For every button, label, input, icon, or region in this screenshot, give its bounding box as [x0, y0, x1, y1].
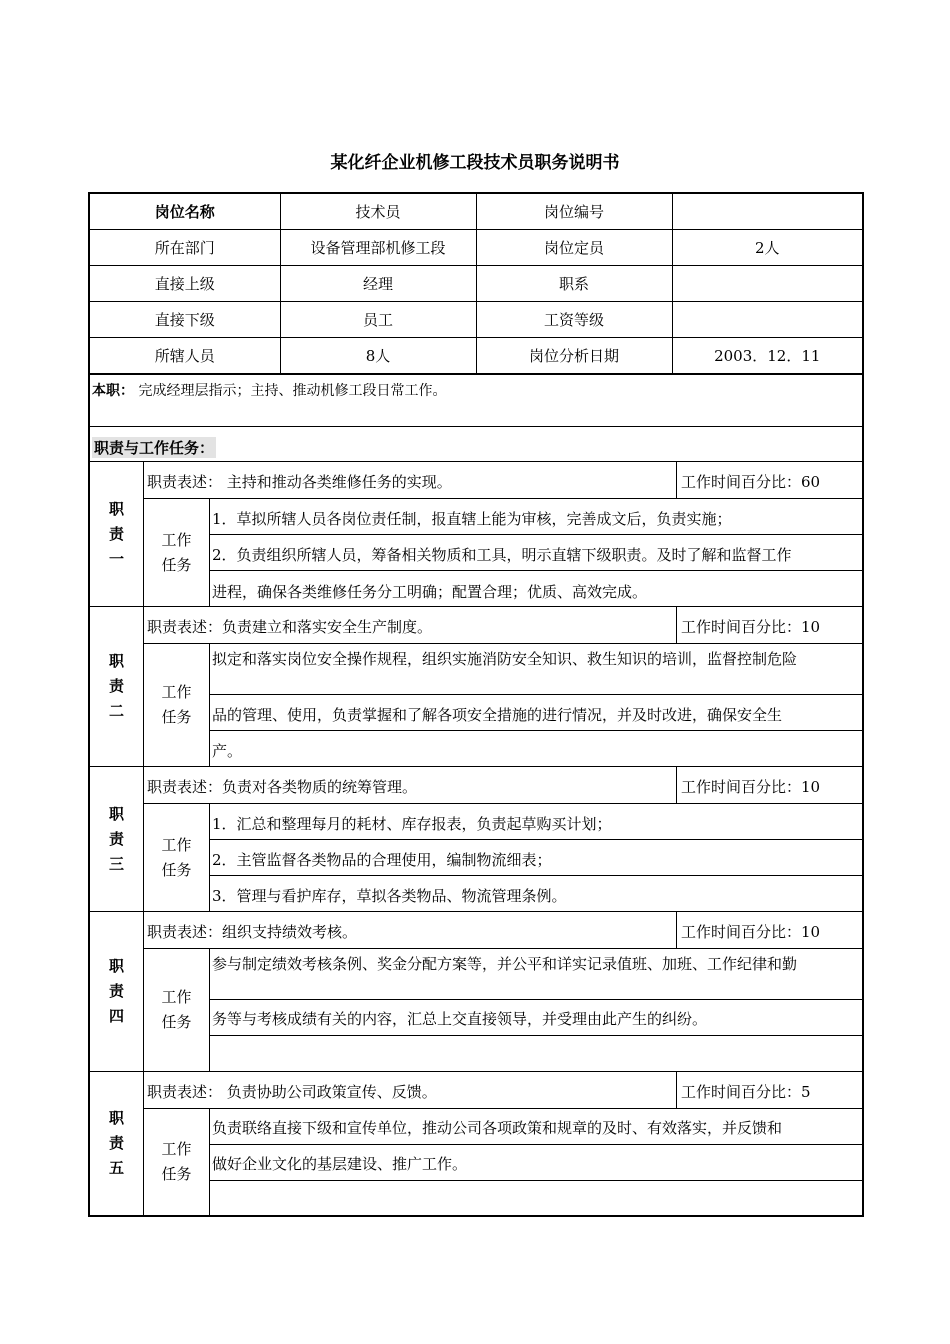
value-salary-grade: [672, 302, 863, 338]
time-percentage: 工作时间百分比：10: [681, 778, 821, 796]
duty-description: 职责表述： 主持和推动各类维修任务的实现。: [147, 473, 452, 491]
task-label-line: 工作: [161, 530, 192, 549]
duty-char: 职: [108, 499, 124, 518]
task-label-line: 任务: [161, 1165, 192, 1183]
duty-description: 职责表述：组织支持绩效考核。: [147, 923, 358, 941]
main-duty-label: 本职：: [92, 383, 134, 399]
label-direct-subordinate: 直接下级: [89, 302, 280, 338]
task-text: 拟定和落实岗位安全操作规程，组织实施消防安全知识、救生知识的培训，监督控制危险: [212, 650, 798, 668]
task-row: [210, 804, 862, 840]
task-label-line: 任务: [161, 708, 192, 726]
time-percentage: 工作时间百分比：10: [681, 618, 821, 636]
value-job-family: [672, 266, 863, 302]
table-row: [89, 302, 863, 338]
task-label: [144, 644, 210, 766]
task-label: [144, 804, 210, 911]
duty-char: 责: [108, 677, 124, 695]
duty-block-3: [88, 766, 864, 911]
duty-block-2: [88, 606, 864, 766]
task-row: [210, 1109, 862, 1145]
task-text: 做好企业文化的基层建设、推广工作。: [212, 1155, 468, 1173]
task-row: [210, 731, 862, 766]
duty-description-row: [144, 462, 862, 499]
duty-char: 责: [108, 829, 124, 848]
label-staff-count: 所辖人员: [89, 338, 280, 375]
task-row: [210, 535, 862, 571]
duty-block-4: [88, 911, 864, 1071]
task-text: 1．草拟所辖人员各岗位责任制，报直辖上能为审核，完善成文后，负责实施；: [212, 510, 732, 528]
page-title: 某化纤企业机修工段技术员职务说明书: [330, 153, 620, 173]
value-department: 设备管理部机修工段: [280, 230, 476, 266]
task-label-line: 工作: [161, 988, 192, 1006]
task-label-line: 任务: [161, 555, 192, 574]
duty-description: 职责表述： 负责协助公司政策宣传、反馈。: [147, 1083, 437, 1101]
value-analysis-date: 2003．12．11: [672, 338, 863, 375]
label-position-code: 岗位编号: [476, 193, 672, 230]
task-label-line: 任务: [161, 860, 192, 879]
task-row: [210, 644, 862, 695]
task-label-line: 工作: [161, 1140, 192, 1158]
duty-char: 五: [108, 1159, 124, 1177]
task-label: [144, 499, 210, 606]
task-text: 产。: [212, 742, 243, 760]
task-row: [210, 499, 862, 535]
duty-char: 责: [108, 982, 124, 1000]
duty-description-row: [144, 607, 862, 644]
task-row: [210, 1145, 862, 1181]
value-direct-superior: 经理: [280, 266, 476, 302]
label-direct-superior: 直接上级: [89, 266, 280, 302]
duty-char: 责: [108, 524, 124, 543]
value-staff-count: 8人: [280, 338, 476, 375]
task-row: [210, 840, 862, 876]
table-row: [89, 266, 863, 302]
duty-number-1: [90, 462, 144, 606]
duty-number-3: [90, 767, 144, 911]
task-label-line: 工作: [161, 835, 192, 854]
task-text: 品的管理、使用，负责掌握和了解各项安全措施的进行情况，并及时改进，确保安全生: [212, 706, 783, 724]
duty-number-2: [90, 607, 144, 766]
duty-char: 职: [108, 652, 124, 670]
task-label: [144, 1109, 210, 1215]
table-row: [89, 193, 863, 230]
task-text: 负责联络直接下级和宣传单位，推动公司各项政策和规章的及时、有效落实，并反馈和: [212, 1119, 783, 1137]
time-percentage: 工作时间百分比：60: [681, 473, 821, 491]
task-text: 参与制定绩效考核条例、奖金分配方案等，并公平和详实记录值班、加班、工作纪律和勤: [212, 955, 798, 973]
task-row: [210, 695, 862, 731]
duties-header: [88, 426, 864, 461]
main-duty-section: [88, 373, 864, 426]
duty-description-row: [144, 767, 862, 804]
time-percentage: 工作时间百分比：5: [681, 1083, 811, 1101]
duty-char: 职: [108, 804, 124, 823]
duty-char: 一: [108, 549, 124, 568]
task-row: [210, 876, 862, 911]
duty-block-1: [88, 461, 864, 606]
duty-description: 职责表述：负责对各类物质的统筹管理。: [147, 778, 418, 796]
task-text: 2．主管监督各类物品的合理使用，编制物流细表；: [212, 851, 552, 869]
duty-char: 职: [108, 1109, 124, 1127]
main-duty-text: 完成经理层指示；主持、推动机修工段日常工作。: [138, 383, 447, 399]
label-department: 所在部门: [89, 230, 280, 266]
table-row: [89, 338, 863, 375]
duty-char: 职: [108, 957, 124, 975]
task-text: 1．汇总和整理每月的耗材、库存报表，负责起草购买计划；: [212, 815, 612, 833]
task-row: [210, 1181, 862, 1215]
duty-description: 职责表述：负责建立和落实安全生产制度。: [147, 618, 433, 636]
duty-description-row: [144, 1072, 862, 1109]
value-direct-subordinate: 员工: [280, 302, 476, 338]
task-text: 务等与考核成绩有关的内容，汇总上交直接领导，并受理由此产生的纠纷。: [212, 1010, 708, 1028]
task-text: 2．负责组织所辖人员，筹备相关物质和工具，明示直辖下级职责。及时了解和监督工作: [212, 546, 792, 564]
task-row: [210, 571, 862, 606]
position-info-table: [88, 192, 864, 375]
label-job-family: 职系: [476, 266, 672, 302]
duties-header-label: 职责与工作任务：: [94, 439, 215, 457]
duty-char: 二: [108, 702, 124, 720]
duty-block-5: [88, 1071, 864, 1217]
task-row: [210, 1000, 862, 1036]
task-row: [210, 949, 862, 1000]
task-text: 3．管理与看护库存，草拟各类物品、物流管理条例。: [212, 887, 567, 905]
value-position-code: [672, 193, 863, 230]
value-headcount: 2人: [672, 230, 863, 266]
duty-number-4: [90, 912, 144, 1071]
duty-number-5: [90, 1072, 144, 1215]
duty-char: 三: [108, 854, 124, 873]
task-label: [144, 949, 210, 1071]
time-percentage: 工作时间百分比：10: [681, 923, 821, 941]
task-row: [210, 1036, 862, 1071]
duty-char: 责: [108, 1134, 124, 1152]
duty-description-row: [144, 912, 862, 949]
label-salary-grade: 工资等级: [476, 302, 672, 338]
table-row: [89, 230, 863, 266]
duty-char: 四: [108, 1007, 124, 1025]
task-text: 进程，确保各类维修任务分工明确；配置合理；优质、高效完成。: [212, 583, 648, 601]
label-headcount: 岗位定员: [476, 230, 672, 266]
value-position-name: 技术员: [280, 193, 476, 230]
task-label-line: 工作: [161, 683, 192, 701]
task-label-line: 任务: [161, 1013, 192, 1031]
label-analysis-date: 岗位分析日期: [476, 338, 672, 375]
label-position-name: 岗位名称: [89, 193, 280, 230]
